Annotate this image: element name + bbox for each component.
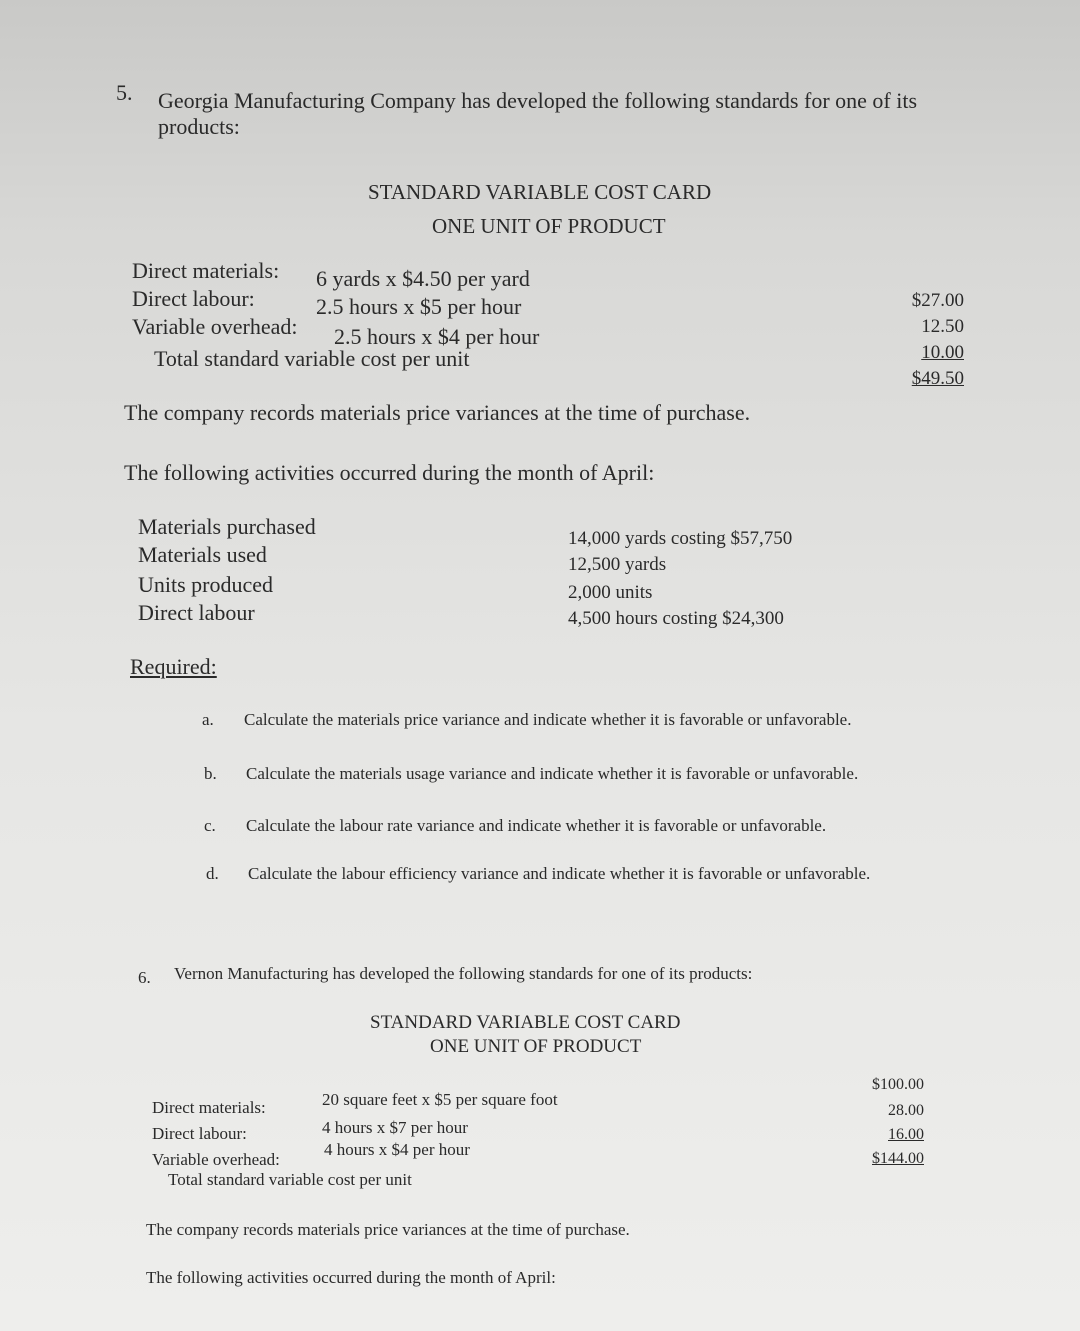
q5-row-label: Direct labour: <box>132 286 255 311</box>
q5-total-amount: $49.50 <box>911 368 964 389</box>
q6-total-label: Total standard variable cost per unit <box>168 1170 412 1189</box>
q6-amount: 28.00 <box>888 1102 924 1119</box>
q5-row-detail: 2.5 hours x $5 per hour <box>316 294 522 319</box>
q5-required-label: Required: <box>130 654 217 679</box>
q5-amount: $27.00 <box>911 290 964 311</box>
q6-row-label: Variable overhead: <box>152 1150 280 1169</box>
q5-activities-intro: The following activities occurred during the month of April: <box>124 460 655 485</box>
q5-req-text: Calculate the materials price variance and indicate whether it is favorable or unfavorable. <box>244 710 852 729</box>
q5-amount: 10.00 <box>921 342 964 363</box>
q5-req-text: Calculate the materials usage variance and indicate whether it is favorable or unfavorable. <box>246 764 859 783</box>
q5-activity-label: Direct labour <box>138 600 255 625</box>
q5-intro-line2: products: <box>158 114 240 139</box>
q5-number: 5. <box>116 80 133 105</box>
q5-activity-label: Units produced <box>138 572 274 597</box>
q5-req-text: Calculate the labour efficiency variance and indicate whether it is favorable or unfavorable. <box>248 864 871 883</box>
q5-row-label: Direct materials: <box>132 258 280 283</box>
q5-amount: 12.50 <box>921 316 964 337</box>
q5-req-letter: b. <box>204 764 217 783</box>
q5-req-text: Calculate the labour rate variance and indicate whether it is favorable or unfavorable. <box>246 816 827 835</box>
q5-activity-value: 12,500 yards <box>568 554 667 575</box>
q5-req-letter: d. <box>206 864 219 883</box>
q5-row-label: Variable overhead: <box>132 314 298 339</box>
q5-req-letter: a. <box>202 710 214 729</box>
q5-activity-label: Materials used <box>138 542 267 567</box>
q6-row-detail: 4 hours x $4 per hour <box>324 1140 470 1159</box>
q6-total-amount: $144.00 <box>872 1150 924 1167</box>
q6-intro: Vernon Manufacturing has developed the following standards for one of its products: <box>174 964 753 983</box>
q5-card-subtitle: ONE UNIT OF PRODUCT <box>432 214 666 238</box>
q6-amount: $100.00 <box>872 1076 924 1093</box>
q5-note: The company records materials price variances at the time of purchase. <box>124 400 751 425</box>
q5-card-title: STANDARD VARIABLE COST CARD <box>368 180 712 204</box>
q6-number: 6. <box>138 968 151 987</box>
q5-activity-value: 4,500 hours costing $24,300 <box>568 608 784 629</box>
q6-row-detail: 4 hours x $7 per hour <box>322 1118 468 1137</box>
q5-row-detail: 6 yards x $4.50 per yard <box>316 266 530 291</box>
q5-activity-value: 14,000 yards costing $57,750 <box>568 528 793 549</box>
q6-card-subtitle: ONE UNIT OF PRODUCT <box>430 1036 642 1057</box>
q6-row-detail: 20 square feet x $5 per square foot <box>322 1090 558 1109</box>
q5-row-detail: 2.5 hours x $4 per hour <box>334 324 540 349</box>
q5-intro-line1: Georgia Manufacturing Company has developed the following standards for one of its <box>158 88 918 113</box>
q6-card-title: STANDARD VARIABLE COST CARD <box>370 1012 681 1033</box>
q5-total-label: Total standard variable cost per unit <box>154 346 470 371</box>
q6-row-label: Direct labour: <box>152 1124 247 1143</box>
q5-req-letter: c. <box>204 816 216 835</box>
q6-activities-intro: The following activities occurred during the month of April: <box>146 1268 556 1287</box>
q5-activity-label: Materials purchased <box>138 514 316 539</box>
q6-note: The company records materials price variances at the time of purchase. <box>146 1220 630 1239</box>
q6-row-label: Direct materials: <box>152 1098 266 1117</box>
q5-activity-value: 2,000 units <box>568 582 653 603</box>
q6-amount: 16.00 <box>888 1126 924 1143</box>
